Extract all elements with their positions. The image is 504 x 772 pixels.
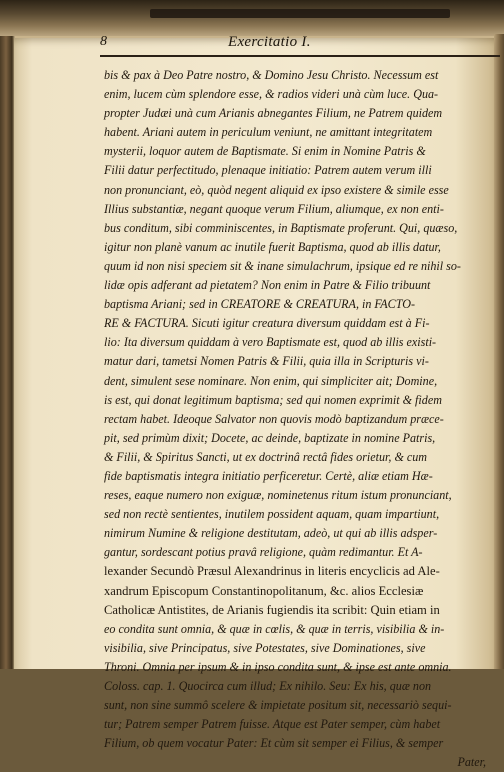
text-line: propter Judæi unà cum Arianis abnegantes Filium, ne Patrem quidem	[104, 106, 443, 121]
text-line: quum id non nisi speciem sit & inane simulachrum, ipsique ed re nihil so-	[104, 258, 461, 273]
body-text	[104, 66, 504, 772]
text-line: habent. Ariani autem in periculum veniunt, ne amittant integritatem	[104, 125, 433, 140]
text-line: lidæ opis adferant ad pietatem? Non enim in Patre & Filio tribuunt	[104, 278, 431, 293]
text-line: matur dari, tametsi Nomen Patris & Filii, quia illa in Scripturis vi-	[104, 354, 429, 369]
text-line: lexander Secundò Præsul Alexandrinus in literis encyclicis ad Ale-	[104, 564, 440, 579]
text-line: sunt, non sine summô scelere & impietate positum sit, necessariò sequi-	[104, 698, 452, 713]
text-line: Filium, ob quem vocatur Pater: Et cùm sit semper ei Filius, & semper	[104, 736, 444, 751]
text-line: xandrum Episcopum Constantinopolitanum, &c. alios Ecclesiæ	[104, 583, 424, 598]
text-line: enim, lucem cùm splendore esse, & radios videri unà cùm luce. Qua-	[104, 87, 439, 102]
text-line: lio: Ita diversum quiddam à vero Baptismate est, quod ab illis existi-	[104, 335, 437, 350]
text-line: Filii datur perfectitudo, plenaque initiatio: Patrem autem verum illi	[104, 163, 432, 178]
text-line: tur; Patrem semper Patrem fuisse. Atque est Pater semper, cùm habet	[104, 717, 441, 732]
text-line: reses, eaque numero non exiguæ, nominetenus ritum istum pronunciant,	[104, 488, 452, 503]
text-line: rectam habet. Ideoque Salvator non quovis modò baptizandum præce-	[104, 411, 444, 426]
running-title: Exercitatio I.	[228, 34, 311, 50]
text-line: sed non rectè sentientes, inutilem possident aquam, quam impartiunt,	[104, 507, 440, 522]
text-line: nimirum Numine & religione destitutam, adeò, ut qui ab illis adsper-	[104, 526, 438, 541]
text-line: non pronunciant, eò, quòd negent aliquid ex ipso existere & simile esse	[104, 182, 449, 197]
text-line: Pater,	[457, 755, 486, 770]
text-line: gantur, sordescant potius pravâ religione, quàm redimantur. Et A-	[104, 545, 423, 560]
text-line: fide baptismatis integra initiatio perficeretur. Certè, aliæ etiam Hæ-	[104, 468, 433, 483]
text-line: bis & pax à Deo Patre nostro, & Domino Jesu Christo. Necessum est	[104, 68, 439, 82]
text-line: baptisma Ariani; sed in CREATORE & CREATURA, in FACTO-	[104, 297, 415, 312]
text-line: igitur non planè vanum ac inutile fuerit Baptisma, quod ab illis datur,	[104, 239, 441, 254]
page-stack-edge	[150, 9, 450, 18]
text-line: pit, sed primùm dixit; Docete, ac deinde, baptizate in nomine Patris,	[104, 430, 436, 445]
text-line: eo condita sunt omnia, & quæ in cœlis, & quæ in terris, visibilia & in-	[104, 621, 445, 636]
text-line: bus conditum, sibi comminiscentes, in Baptismate proferunt. Qui, quæso,	[104, 220, 458, 235]
text-line: Coloss. cap. 1. Quocirca cum illud; Ex nihilo. Seu: Ex his, quæ non	[104, 679, 432, 693]
header-rule	[100, 55, 500, 57]
page-number: 8	[100, 34, 107, 49]
text-line: is est, qui donat legitimum baptisma; sed qui nomen exprimit & fidem	[104, 392, 442, 407]
text-line: Catholicæ Antistites, de Arianis fugiendis ita scribit: Quin etiam in	[104, 602, 440, 617]
text-line: Illius substantiæ, negant quoque verum Filium, aliumque, ex non enti-	[104, 201, 444, 216]
text-line: visibilia, sive Principatus, sive Potestates, sive Dominationes, sive	[104, 640, 426, 655]
text-line: & Filii, & Spiritus Sancti, ut ex doctrinâ rectâ fides orietur, & cum	[104, 449, 428, 464]
text-line: RE & FACTURA. Sicuti igitur creatura diversum quiddam est à Fi-	[104, 316, 430, 331]
text-line: mysterii, loquor autem de Baptismate. Si enim in Nomine Patris &	[104, 144, 426, 159]
text-line: dent, simulent sese nominare. Non enim, qui simpliciter ait; Domine,	[104, 373, 438, 388]
text-line: Throni. Omnia per ipsum & in ipso condita sunt, & ipse est ante omnia.	[104, 659, 452, 674]
page-header	[100, 32, 500, 54]
book-top-edge	[0, 0, 504, 36]
